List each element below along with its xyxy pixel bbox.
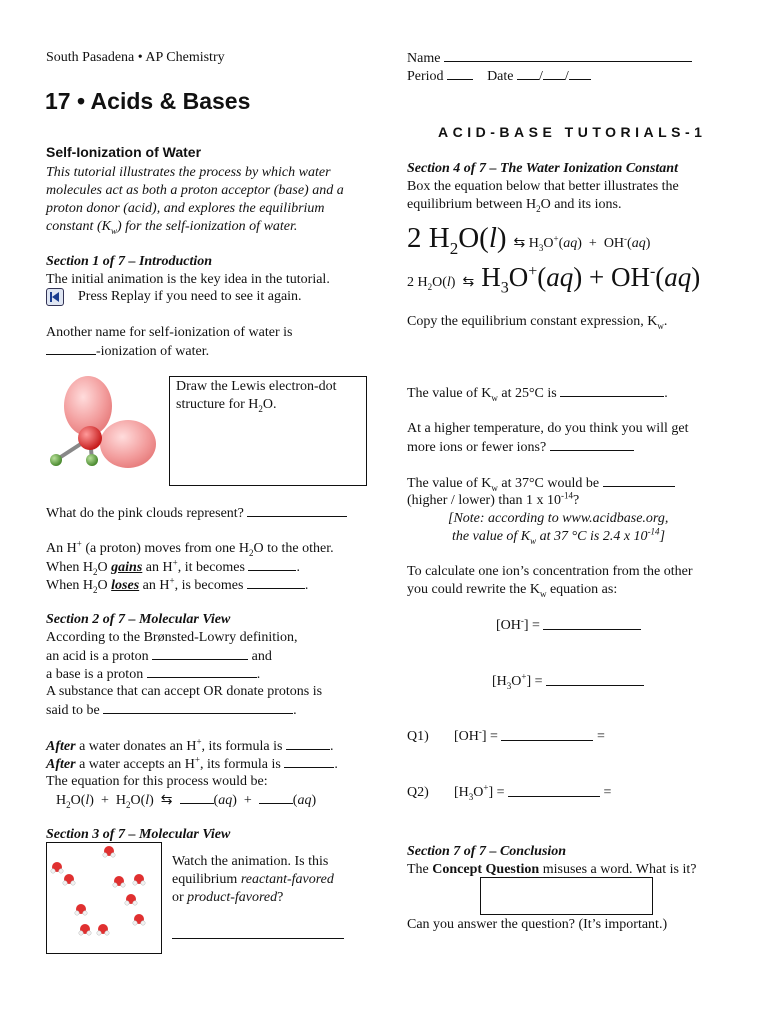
higher-temp-line1: At a higher temperature, do you think you will get: [407, 421, 689, 436]
water-molecule: [63, 874, 75, 885]
hydrogen-atom: [86, 454, 98, 466]
pink-clouds-question: What do the pink clouds represent?: [46, 504, 347, 523]
s4-line1: Box the equation below that better illustrates the: [407, 179, 679, 194]
s7-line2: Can you answer the question? (It’s important.): [407, 917, 668, 932]
s2-line3: a base is a proton .: [46, 667, 261, 682]
intro-paragraph: This tutorial illustrates the process by which water molecules act as both a proton acceptor (base) and a proton donor (acid), and explores the equilibrium constant $(K_w)$ for the self-ionization of water.: [46, 165, 344, 236]
water-equation: $H_2O(l) + H_2O(l)$ ⇆ (aq) + (aq): [56, 793, 317, 810]
hydrogen-atom: [50, 454, 62, 466]
concept-word-box[interactable]: [480, 877, 653, 915]
oxygen-atom: [78, 426, 102, 450]
water-orbital-image: [46, 372, 166, 482]
section-4-heading: Section 4 of 7 – The Water Ionization Constant: [407, 161, 678, 176]
s7-line1: The Concept Question misuses a word. What is it?: [407, 862, 697, 877]
calc-line1: To calculate one ion’s concentration from the other: [407, 564, 693, 579]
another-name-line2: -ionization of water.: [46, 342, 209, 361]
equation-option-2[interactable]: 2 $H_2O(l)$ ⇆ $H_3O^+(aq) + OH^-(aq)$: [407, 262, 701, 297]
name-line: Name: [407, 49, 692, 68]
equation-option-1[interactable]: 2 $H_2O(l)$ ⇆ $H_3O^+(aq) + OH^-(aq)$: [407, 222, 651, 258]
section-7-heading: Section 7 of 7 – Conclusion: [407, 844, 567, 859]
oh-fraction[interactable]: [OH-] =: [496, 617, 641, 635]
water-molecule: [75, 904, 87, 915]
s2-line5: said to be .: [46, 703, 297, 718]
water-molecule: [103, 846, 115, 857]
water-molecule: [51, 862, 63, 873]
higher-temp-line2: more ions or fewer ions?: [407, 438, 634, 457]
water-molecule: [133, 914, 145, 925]
s3-answer-blank[interactable]: [172, 926, 344, 944]
topic-heading: Self-Ionization of Water: [46, 144, 202, 160]
molecular-view-animation[interactable]: [46, 842, 162, 954]
note-line2: the value of $K_w$ at 37 °C is 2.4 x $10^{-14}$]: [452, 526, 666, 546]
course-label: South Pasadena • AP Chemistry: [46, 50, 225, 65]
s1-line1: The initial animation is the key idea in the tutorial.: [46, 272, 330, 287]
water-molecule: [97, 924, 109, 935]
q2-fraction[interactable]: $[H_3O^+]$ = =: [454, 782, 612, 802]
s2-line2: an acid is a proton and: [46, 649, 272, 664]
gains-line: When $H_2O$ gains an H+, it becomes .: [46, 557, 300, 577]
period-date-line: Period Date / /: [407, 67, 591, 86]
name-blank[interactable]: [444, 49, 692, 62]
s2-line1: According to the Brønsted-Lowry definition,: [46, 630, 298, 645]
loses-line: When $H_2O$ loses an H+, is becomes .: [46, 575, 309, 595]
note-line1: [Note: according to www.acidbase.org,: [448, 511, 669, 526]
h3o-fraction[interactable]: $[H_3O^+]$ =: [492, 673, 644, 691]
replay-button-icon[interactable]: [46, 288, 64, 306]
water-molecule: [79, 924, 91, 935]
s3-line3: or product-favored?: [172, 890, 284, 905]
equation-prompt: The equation for this process would be:: [46, 774, 268, 789]
hplus-line: An H+ (a proton) moves from one $H_2O$ to the other.: [46, 538, 334, 558]
s3-line2: equilibrium reactant-favored: [172, 872, 334, 887]
lone-pair-cloud-2: [100, 420, 156, 468]
s1-line2: Press Replay if you need to see it again.: [46, 288, 302, 306]
section-2-heading: Section 2 of 7 – Molecular View: [46, 612, 231, 627]
copy-kw-line: Copy the equilibrium constant expression, $K_w$.: [407, 314, 668, 331]
after-donates-line: After a water donates an H+, its formula is .: [46, 736, 334, 754]
kw-37-line1: The value of $K_w$ at 37°C would be: [407, 474, 675, 493]
s3-line1: Watch the animation. Is this: [172, 854, 329, 869]
q1-fraction[interactable]: [OH-] = =: [454, 726, 605, 744]
section-1-heading: Section 1 of 7 – Introduction: [46, 254, 213, 269]
calc-line2: you could rewrite the $K_w$ equation as:: [407, 582, 618, 599]
water-molecule: [125, 894, 137, 905]
q2-label: Q2): [407, 785, 429, 800]
kw-25-line: The value of $K_w$ at 25°C is .: [407, 386, 668, 403]
s2-line4: A substance that can accept OR donate protons is: [46, 684, 323, 699]
tutorial-title: ACID-BASE TUTORIALS-1: [438, 124, 707, 140]
molecules-svg: [47, 843, 161, 953]
lewis-structure-box[interactable]: Draw the Lewis electron-dot structure for $H_2O$.: [169, 376, 367, 486]
after-accepts-line: After a water accepts an H+, its formula is .: [46, 754, 338, 772]
kw-37-line2: (higher / lower) than 1 x $10^{-14}$?: [407, 490, 580, 508]
water-molecule: [113, 876, 125, 887]
page-title: 17 • Acids & Bases: [45, 88, 251, 114]
s4-line2: equilibrium between $H_2O$ and its ions.: [407, 197, 622, 214]
section-3-heading: Section 3 of 7 – Molecular View: [46, 827, 231, 842]
q1-label: Q1): [407, 729, 429, 744]
water-molecule: [133, 874, 145, 885]
another-name-line1: Another name for self-ionization of water is: [46, 325, 293, 340]
period-blank[interactable]: [447, 67, 473, 80]
self-blank[interactable]: [46, 342, 96, 355]
